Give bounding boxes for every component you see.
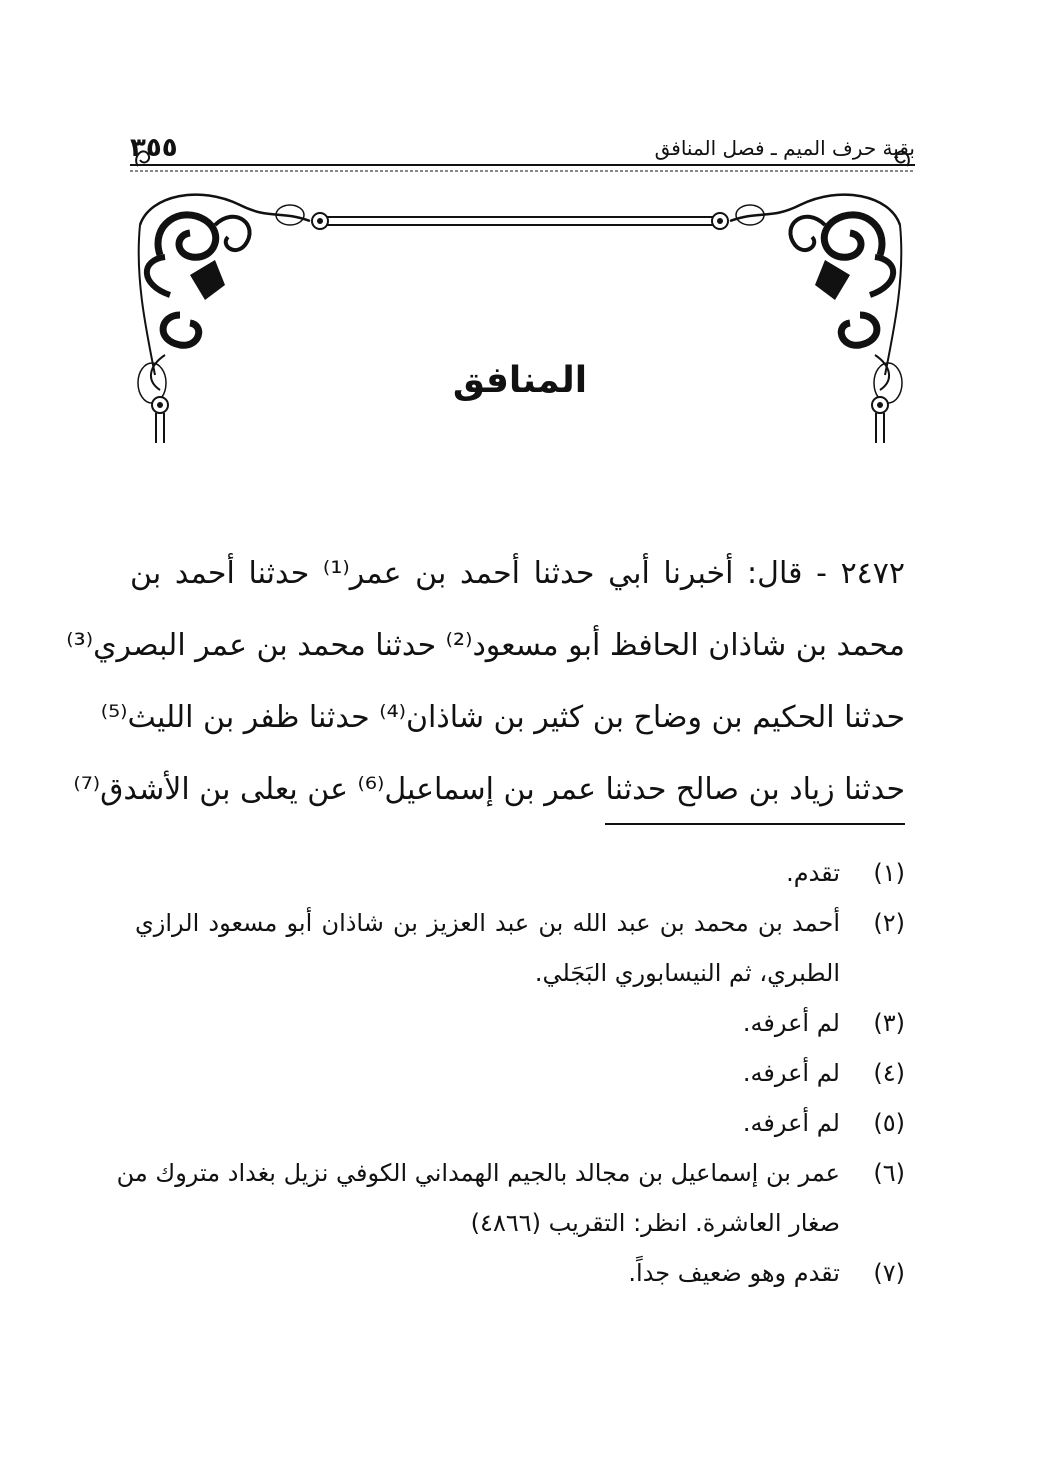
footnote-text: تقدم.	[786, 859, 840, 887]
body-text	[66, 538, 906, 826]
footnote	[135, 998, 905, 1048]
ornamental-frame	[120, 165, 920, 450]
chapter-title: المنافق	[452, 360, 588, 401]
footnote-text: أحمد بن محمد بن عبد الله بن عبد العزيز بن شاذان أبو مسعود الرازي	[135, 909, 840, 937]
frame-top-bar	[276, 205, 764, 229]
body-line: محمد بن شاذان الحافظ أبو مسعود⁽²⁾ حدثنا محمد بن عمر البصري⁽³⁾	[66, 628, 905, 663]
page-number: ٣٥٥	[130, 133, 178, 163]
footnote-number: (٧)	[873, 1259, 905, 1287]
footnote-number: (٣)	[873, 1009, 905, 1037]
footnote-separator	[605, 823, 905, 825]
footnote-text: لم أعرفه.	[742, 1009, 840, 1037]
right-corner-arabesque-icon	[730, 195, 902, 443]
body-line: ٢٤٧٢ - قال: أخبرنا أبي حدثنا أحمد بن عمر⁽¹⁾ حدثنا أحمد بن	[130, 556, 906, 591]
footnote-text: لم أعرفه.	[742, 1059, 840, 1087]
footnote-number: (٤)	[873, 1059, 905, 1087]
left-corner-arabesque-icon	[138, 195, 310, 443]
body-line: حدثنا زياد بن صالح حدثنا عمر بن إسماعيل⁽⁶⁾ عن يعلى بن الأشدق⁽⁷⁾	[73, 772, 905, 807]
footnotes	[116, 848, 905, 1298]
footnote-number: (١)	[873, 859, 905, 887]
footnote-text: تقدم وهو ضعيف جداً.	[628, 1259, 840, 1287]
footnote	[135, 1048, 905, 1098]
footnote	[135, 1098, 905, 1148]
footnote-number: (٥)	[873, 1109, 905, 1137]
footnote	[116, 1148, 905, 1248]
footnote-text: عمر بن إسماعيل بن مجالد بالجيم الهمداني الكوفي نزيل بغداد متروك من	[116, 1159, 840, 1187]
floral-icon	[136, 151, 909, 166]
footnote-text: صغار العاشرة. انظر: التقريب (٤٨٦٦)	[470, 1209, 840, 1237]
body-line: حدثنا الحكيم بن وضاح بن كثير بن شاذان⁽⁴⁾ حدثنا ظفر بن الليث⁽⁵⁾	[100, 700, 905, 735]
footnote-text: لم أعرفه.	[742, 1109, 840, 1137]
footnote	[135, 898, 905, 998]
footnote	[135, 848, 905, 898]
footnote-number: (٢)	[873, 909, 905, 937]
footnote	[135, 1248, 905, 1298]
running-header-title: بقية حرف الميم ـ فصل المنافق	[654, 136, 915, 160]
footnote-text: الطبري، ثم النيسابوري البَجَلي.	[534, 959, 840, 987]
footnote-number: (٦)	[873, 1159, 905, 1187]
